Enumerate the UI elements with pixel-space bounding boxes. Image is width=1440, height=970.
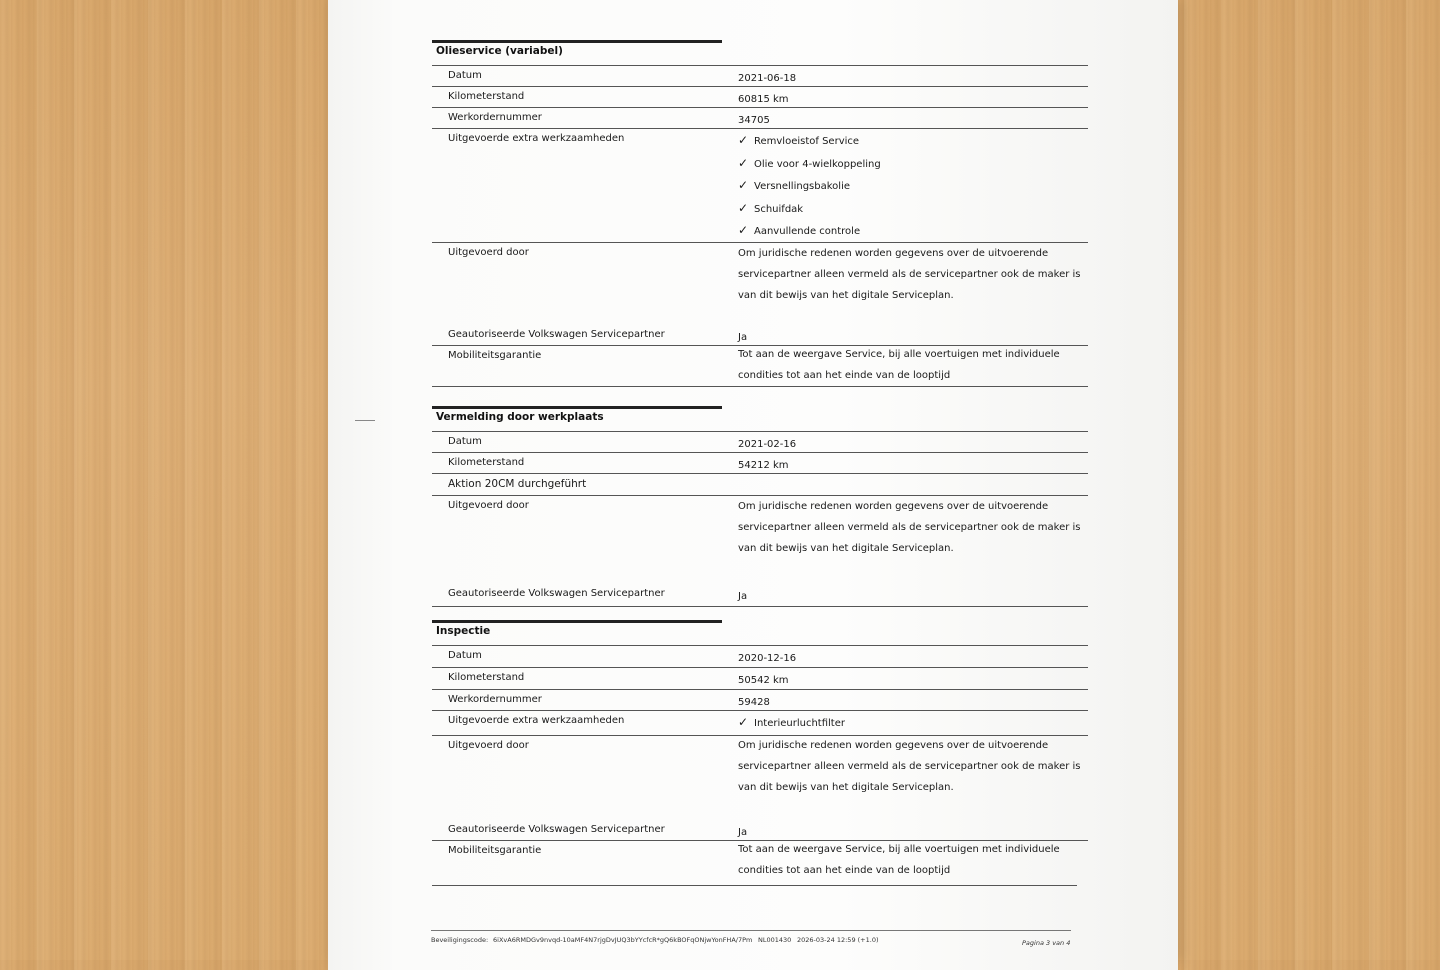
- section-header: [432, 620, 722, 645]
- row-value: 54212 km: [738, 460, 789, 471]
- list-item: ✓ Olie voor 4-wielkoppeling: [738, 155, 881, 170]
- row-label: Kilometerstand: [448, 672, 525, 683]
- section-inspectie: [432, 620, 1092, 886]
- row-value: 2020-12-16: [738, 653, 797, 664]
- row-geautoriseerd: [432, 584, 1088, 602]
- row-label: Geautoriseerde Volkswagen Servicepartner: [448, 329, 665, 340]
- row-value: Om juridische redenen worden gegevens over de uitvoerende servicepartner alleen vermeld als de servicepartner ook de maker is van dit bewijs van het digitale Serviceplan.: [738, 740, 1081, 793]
- row-aktion: [432, 473, 1088, 495]
- row-value: Ja: [738, 332, 748, 343]
- row-label: Uitgevoerd door: [448, 500, 529, 511]
- row-value: 2021-02-16: [738, 439, 797, 450]
- row-geautoriseerd: [432, 820, 1088, 840]
- row-label: Werkordernummer: [448, 112, 542, 123]
- row-datum: [432, 65, 1088, 86]
- list-item: ✓ Aanvullende controle: [738, 223, 861, 237]
- row-value: 59428: [738, 697, 770, 708]
- row-label: Uitgevoerde extra werkzaamheden: [448, 133, 625, 144]
- row-value: 50542 km: [738, 675, 789, 686]
- row-datum: [432, 431, 1088, 452]
- row-mobiliteitsgarantie: [432, 345, 1088, 386]
- row-uitgevoerd-door: [432, 735, 1088, 820]
- row-value: 34705: [738, 115, 770, 126]
- row-label: Geautoriseerde Volkswagen Servicepartner: [448, 824, 665, 835]
- list-item: ✓ Versnellingsbakolie: [738, 178, 850, 192]
- row-werkordernummer: [432, 689, 1088, 710]
- section-bottom-rule: [432, 606, 1088, 607]
- list-item: ✓ Remvloeistof Service: [738, 133, 860, 147]
- row-label: Datum: [448, 650, 482, 661]
- row-kilometerstand: [432, 667, 1088, 689]
- section-olieservice: [432, 40, 1092, 387]
- section-bottom-rule: [432, 386, 1088, 387]
- section-vermelding: [432, 406, 1092, 607]
- list-item: ✓ Schuifdak: [738, 200, 804, 215]
- section-header: [432, 40, 722, 65]
- row-value: Ja: [738, 591, 748, 602]
- section-header: [432, 406, 722, 431]
- dealer-number: NL001430: [758, 936, 792, 944]
- page-number: Pagina 3 van 4: [1022, 939, 1071, 947]
- row-value: Om juridische redenen worden gegevens over de uitvoerende servicepartner alleen vermeld als de servicepartner ook de maker is van dit bewijs van het digitale Serviceplan.: [738, 501, 1081, 554]
- check-icon: ✓: [738, 133, 749, 147]
- row-label: Geautoriseerde Volkswagen Servicepartner: [448, 588, 665, 599]
- row-kilometerstand: [432, 452, 1088, 473]
- check-icon: ✓: [738, 200, 749, 215]
- row-value: 60815 km: [738, 94, 789, 105]
- row-extra-werkzaamheden: [432, 128, 1088, 242]
- footer-rule: [431, 930, 1071, 931]
- row-label: Werkordernummer: [448, 694, 542, 705]
- row-datum: [432, 645, 1088, 667]
- row-value: Ja: [738, 827, 748, 838]
- row-label: Mobiliteitsgarantie: [448, 845, 542, 856]
- row-value: Om juridische redenen worden gegevens over de uitvoerende servicepartner alleen vermeld als de servicepartner ook de maker is van dit bewijs van het digitale Serviceplan.: [738, 248, 1081, 301]
- check-icon: ✓: [738, 155, 749, 170]
- section-title: Inspectie: [436, 625, 491, 637]
- row-label: Datum: [448, 436, 482, 447]
- row-geautoriseerd: [432, 325, 1088, 345]
- row-label: Aktion 20CM durchgeführt: [448, 478, 587, 490]
- row-label: Kilometerstand: [448, 457, 525, 468]
- row-label: Kilometerstand: [448, 91, 525, 102]
- section-title: Olieservice (variabel): [436, 45, 563, 57]
- row-value: Tot aan de weergave Service, bij alle voertuigen met individuele condities tot aan het einde van de looptijd: [738, 844, 1060, 876]
- row-extra-werkzaamheden: [432, 710, 1088, 735]
- security-code: 6iXvA6RMDGv9nvqd-10aMF4N7rjgDvJUQ3bYYcfcR*gQ6kBOFqONjwYonFHA/7Pm: [493, 936, 753, 944]
- row-mobiliteitsgarantie: [432, 840, 1088, 885]
- security-code-label: Beveiligingscode:: [431, 936, 489, 944]
- row-uitgevoerd-door: [432, 242, 1088, 325]
- row-value: Tot aan de weergave Service, bij alle voertuigen met individuele condities tot aan het einde van de looptijd: [738, 349, 1060, 381]
- fold-mark: [355, 420, 375, 421]
- row-werkordernummer: [432, 107, 1088, 128]
- timestamp: 2026-03-24 12:59 (+1.0): [797, 936, 879, 944]
- row-label: Uitgevoerde extra werkzaamheden: [448, 715, 625, 726]
- checklist: [738, 133, 1088, 246]
- row-uitgevoerd-door: [432, 495, 1088, 584]
- list-item: ✓ Interieurluchtfilter: [738, 715, 845, 729]
- row-label: Datum: [448, 70, 482, 81]
- row-value: 2021-06-18: [738, 73, 797, 84]
- check-icon: ✓: [738, 178, 749, 192]
- row-label: Uitgevoerd door: [448, 247, 529, 258]
- check-icon: ✓: [738, 223, 749, 237]
- check-icon: ✓: [738, 715, 749, 729]
- row-label: Uitgevoerd door: [448, 740, 529, 751]
- row-label: Mobiliteitsgarantie: [448, 350, 542, 361]
- row-kilometerstand: [432, 86, 1088, 107]
- section-bottom-rule: [432, 885, 1077, 886]
- section-title: Vermelding door werkplaats: [436, 411, 604, 423]
